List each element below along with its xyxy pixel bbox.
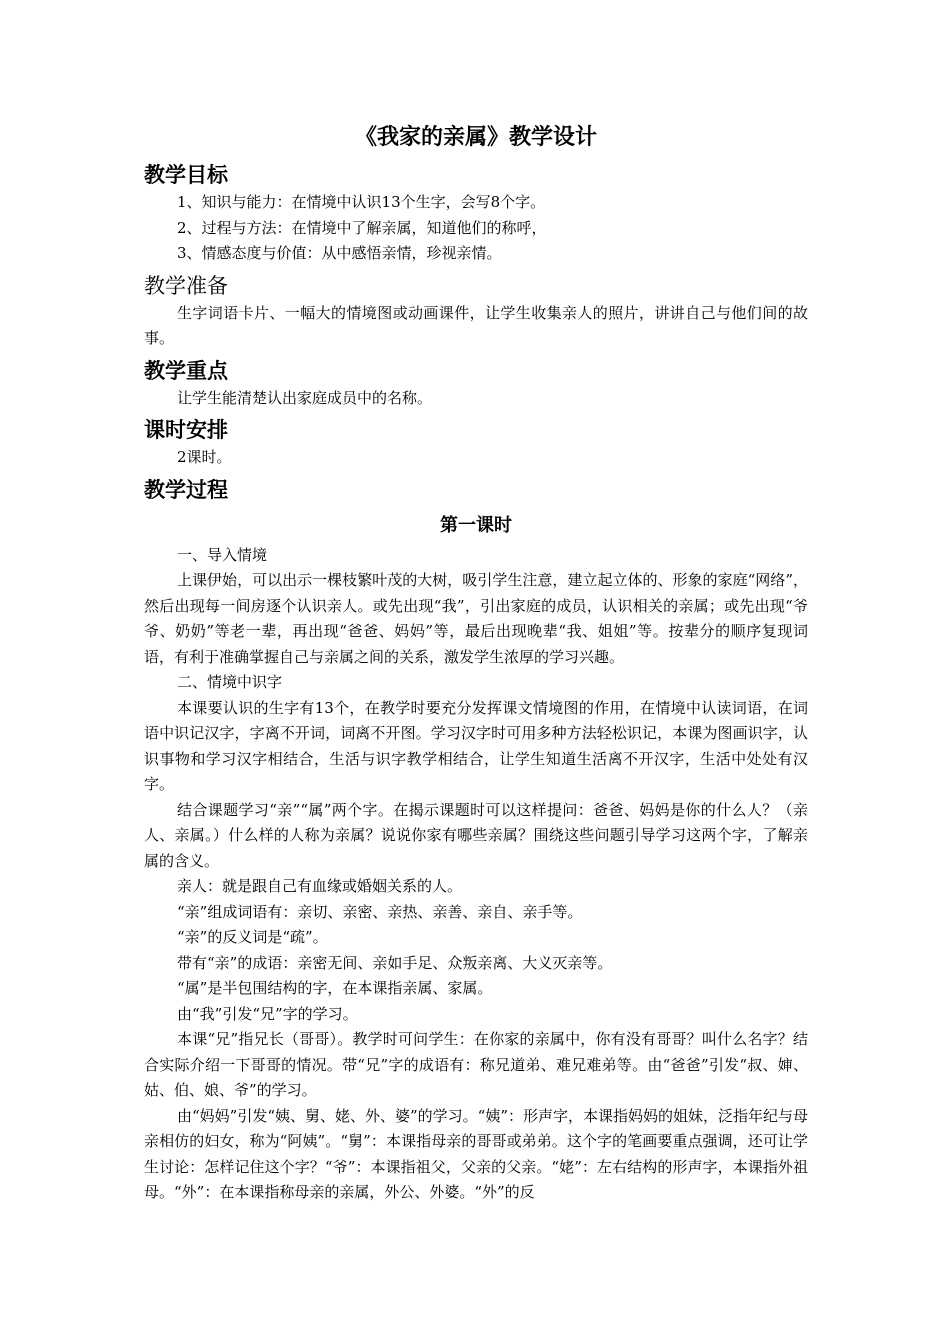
- heading-teaching-process: 教学过程: [144, 476, 228, 502]
- process-paragraph: 一、导入情境: [177, 545, 268, 564]
- process-paragraph: 本课“兄”指兄长（哥哥）。教学时可问学生：在你家的亲属中，你有没有哥哥？叫什么名字？结合实际介绍一下哥哥的情况。带“兄”字的成语有：称兄道弟、难兄难弟等。由“爸爸”引发“叔、婶、姑、伯、娘、爷”的学习。: [144, 1030, 808, 1099]
- process-paragraph: 亲人：就是跟自己有血缘或婚姻关系的人。: [177, 877, 463, 895]
- lesson-title: 第一课时: [440, 514, 512, 536]
- process-paragraph: 本课要认识的生字有13个，在教学时要充分发挥课文情境图的作用，在情境中认读词语，在词语中识记汉字，字离不开词，词离不开图。学习汉字时可用多种方法轻松识记，本课为图画识字，认识事物和学习汉字相结合，生活与识字教学相结合，让学生知道生活离不开汉字，生活中处处有汉字。: [144, 698, 808, 793]
- heading-teaching-goals: 教学目标: [144, 162, 228, 187]
- goal-item-2: 2、过程与方法：在情境中了解亲属，知道他们的称呼，: [177, 218, 547, 237]
- heading-teaching-focus: 教学重点: [144, 357, 228, 383]
- document-body: [144, 122, 808, 1206]
- process-paragraph: “亲”组成词语有：亲切、亲密、亲热、亲善、亲自、亲手等。: [177, 902, 583, 921]
- goal-item-3: 3、情感态度与价值：从中感悟亲情，珍视亲情。: [177, 244, 502, 262]
- heading-teaching-preparation: 教学准备: [144, 273, 228, 298]
- process-paragraph: “亲”的反义词是“疏”。: [177, 928, 328, 946]
- document-title: 《我家的亲属》教学设计: [354, 124, 597, 150]
- preparation-text: 生字词语卡片、一幅大的情境图或动画课件，让学生收集亲人的照片，讲讲自己与他们间的故事。: [144, 303, 808, 347]
- process-paragraph: 带有“亲”的成语：亲密无间、亲如手足、众叛亲离、大义灭亲等。: [177, 953, 613, 972]
- process-paragraph: 上课伊始，可以出示一棵枝繁叶茂的大树，吸引学生注意，建立起立体的、形象的家庭“网络”，然后出现每一间房逐个认识亲人。或先出现“我”，引出家庭的成员，认识相关的亲属；或先出现“爷爷、奶奶”等老一辈，再出现“爸爸、妈妈”等，最后出现晚辈“我、姐姐”等。按辈分的顺序复现词语，有利于准确掌握自己与亲属之间的关系，激发学生浓厚的学习兴趣。: [144, 571, 808, 666]
- process-paragraph: 由“妈妈”引发“姨、舅、姥、外、婆”的学习。“姨”：形声字，本课指妈妈的姐妹，泛指年纪与母亲相仿的妇女，称为“阿姨”。“舅”：本课指母亲的哥哥或弟弟。这个字的笔画要重点强调，还可让学生讨论：怎样记住这个字？“爷”：本课指祖父，父亲的父亲。“姥”：左右结构的形声字，本课指外祖母。“外”：在本课指称母亲的亲属，外公、外婆。“外”的反: [144, 1106, 809, 1201]
- process-paragraph: 二、情境中识字: [177, 673, 283, 691]
- schedule-text: 2课时。: [177, 448, 232, 466]
- process-paragraph: “属”是半包围结构的字，在本课指亲属、家属。: [177, 979, 493, 997]
- focus-text: 让学生能清楚认出家庭成员中的名称。: [177, 388, 433, 407]
- goal-item-1: 1、知识与能力：在情境中认识13个生字，会写8个字。: [177, 193, 546, 211]
- heading-class-schedule: 课时安排: [144, 417, 228, 442]
- process-paragraph: 结合课题学习“亲”“属”两个字。在揭示课题时可以这样提问：爸爸、妈妈是你的什么人？（亲人、亲属。）什么样的人称为亲属？说说你家有哪些亲属？围绕这些问题引导学习这两个字，了解亲属的含义。: [144, 800, 808, 870]
- process-paragraph: 由“我”引发“兄”字的学习。: [177, 1004, 358, 1023]
